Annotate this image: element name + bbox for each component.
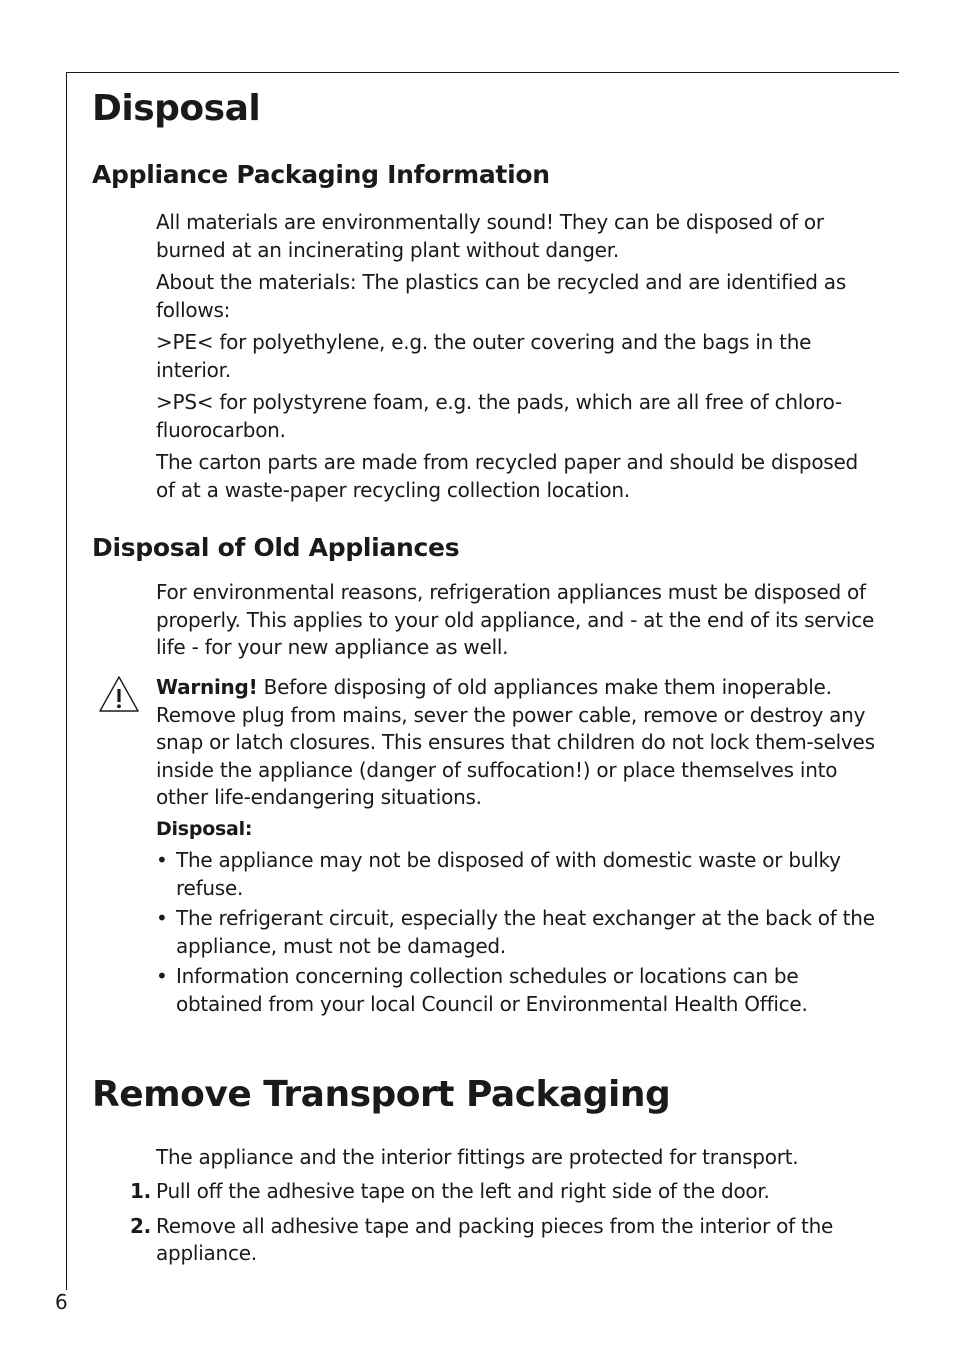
- transport-steps: [130, 1178, 878, 1275]
- bullet-text: The appliance may not be disposed of with domestic waste or bulky refuse.: [176, 848, 841, 900]
- bullet-text: Information concerning collection schedules or locations can be obtained from your local Council or Environmental Health Office.: [176, 964, 808, 1016]
- top-rule: [66, 72, 899, 73]
- step-text: Remove all adhesive tape and packing pieces from the interior of the appliance.: [156, 1213, 834, 1265]
- warning-paragraph: [156, 674, 878, 812]
- disposal-sub-label: Disposal:: [156, 817, 253, 840]
- packaging-paragraph: All materials are environmentally sound! They can be disposed of or burned at an incinerating plant without danger.: [156, 210, 824, 262]
- bullet-glyph: •: [156, 964, 168, 988]
- left-rule: [66, 72, 67, 1290]
- packaging-paragraph: >PE< for polyethylene, e.g. the outer covering and the bags in the interior.: [156, 330, 812, 382]
- warning-label: Warning!: [156, 675, 258, 699]
- old-appliances-intro-block: [156, 579, 878, 662]
- warning-triangle-icon: [98, 674, 140, 714]
- warning-text: Before disposing of old appliances make them inoperable. Remove plug from mains, sever the power cable, remove or destroy any snap or latch closures. This ensures that children do not lock them-selves inside the appliance (danger of suffocation!) or place themselves into other life-endangering situations.: [156, 675, 875, 809]
- packaging-paragraph: The carton parts are made from recycled paper and should be disposed of at a waste-paper recycling collection location.: [156, 450, 858, 502]
- packaging-paragraph: About the materials: The plastics can be recycled and are identified as follows:: [156, 270, 846, 322]
- transport-title: Remove Transport Packaging: [92, 1074, 671, 1115]
- list-item: [156, 905, 878, 960]
- bullet-glyph: •: [156, 848, 168, 872]
- old-appliances-intro: For environmental reasons, refrigeration appliances must be disposed of properly. This applies to your old appliance, and - at the end of its service life - for your new appliance as well.: [156, 580, 875, 659]
- transport-intro-block: [156, 1144, 878, 1172]
- list-item: [156, 847, 878, 902]
- warning-section: [156, 674, 878, 1021]
- list-item: [156, 963, 878, 1018]
- disposal-bullet-list: [156, 847, 878, 1018]
- bullet-glyph: •: [156, 906, 168, 930]
- old-appliances-heading: Disposal of Old Appliances: [92, 533, 460, 562]
- packaging-heading: Appliance Packaging Information: [92, 160, 550, 189]
- step-number: 2.: [130, 1213, 152, 1238]
- step-item: [130, 1178, 878, 1206]
- step-item: [130, 1213, 878, 1268]
- page-number: 6: [55, 1290, 68, 1314]
- transport-intro: The appliance and the interior fittings are protected for transport.: [156, 1145, 799, 1169]
- packaging-paragraph: >PS< for polystyrene foam, e.g. the pads, which are all free of chloro-fluorocarbon.: [156, 390, 842, 442]
- disposal-title: Disposal: [92, 88, 261, 129]
- step-number: 1.: [130, 1179, 152, 1203]
- step-text: Pull off the adhesive tape on the left and right side of the door.: [156, 1179, 770, 1203]
- bullet-text: The refrigerant circuit, especially the heat exchanger at the back of the appliance, must not be damaged.: [176, 906, 875, 958]
- packaging-section: [156, 209, 878, 504]
